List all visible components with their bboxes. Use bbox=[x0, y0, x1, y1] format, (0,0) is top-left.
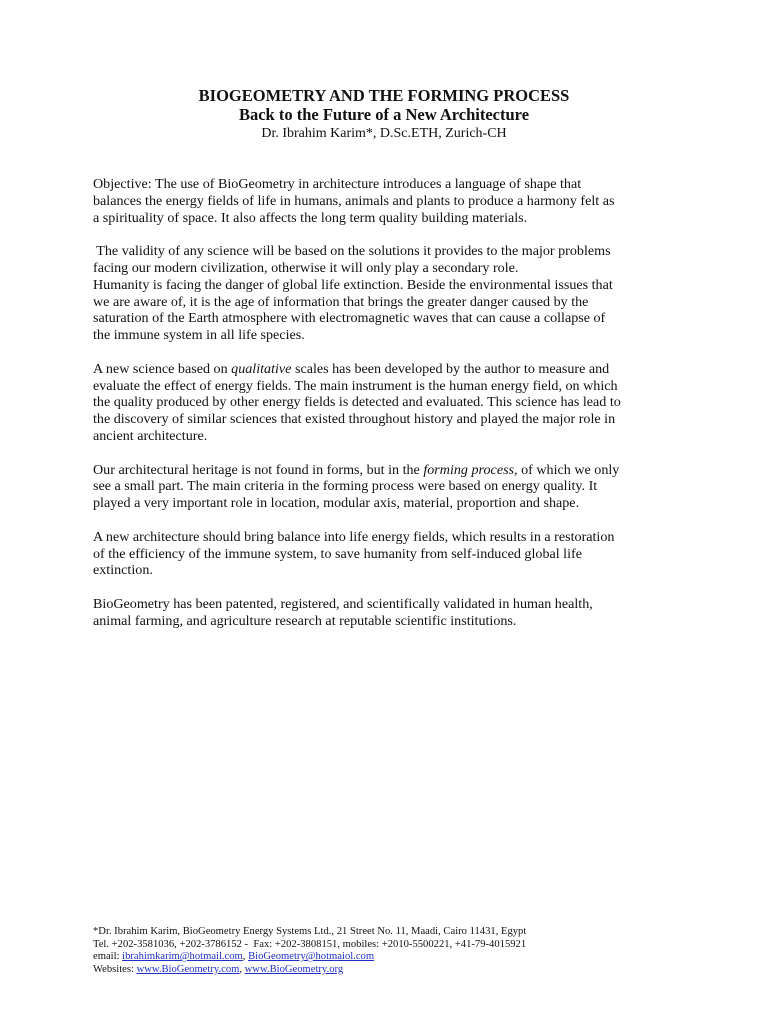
document-header bbox=[0, 86, 768, 143]
text-line: animal farming, and agriculture research at reputable scientific institutions. bbox=[93, 612, 517, 629]
emphasis-forming-process: forming process bbox=[423, 461, 515, 478]
document-body bbox=[93, 176, 693, 646]
text-line: BioGeometry has been patented, registered, and scientifically validated in human health, bbox=[93, 595, 593, 612]
paragraph-new-science bbox=[93, 361, 693, 445]
text-line: see a small part. The main criteria in the forming process were based on energy quality. It bbox=[93, 478, 598, 495]
paragraph-patented bbox=[93, 596, 693, 630]
text-line: we are aware of, it is the age of information that brings the greater danger caused by the bbox=[93, 293, 589, 310]
text-run: A new science based on bbox=[93, 360, 232, 377]
text-line: balances the energy fields of life in humans, animals and plants to produce a harmony felt as bbox=[93, 192, 615, 209]
text-line: a spirituality of space. It also affects the long term quality building materials. bbox=[93, 209, 528, 226]
text-line: of the efficiency of the immune system, to save humanity from self-induced global life bbox=[93, 545, 582, 562]
text-line: saturation of the Earth atmosphere with electromagnetic waves that can cause a collapse of bbox=[93, 310, 606, 327]
document-subtitle: Back to the Future of a New Architecture bbox=[238, 105, 530, 124]
footnote-websites-line bbox=[93, 964, 713, 977]
footnote-email-line bbox=[93, 951, 713, 964]
text-run: , of which we only bbox=[514, 461, 620, 478]
email-link-secondary[interactable]: BioGeometry@hotmaiol.com bbox=[248, 951, 375, 963]
text-line: evaluate the effect of energy fields. The main instrument is the human energy field, on which bbox=[93, 377, 618, 394]
email-link-primary[interactable]: ibrahimkarim@hotmail.com bbox=[122, 951, 243, 963]
footnote-phones: Tel. +202-3581036, +202-3786152 - Fax: +202-3808151, mobiles: +2010-5500221, +41-79-4015921 bbox=[93, 938, 527, 950]
text-line: Humanity is facing the danger of global life extinction. Beside the environmental issues that bbox=[93, 276, 613, 293]
website-separator: , bbox=[239, 963, 245, 975]
paragraph-objective bbox=[93, 176, 693, 226]
paragraph-humanity bbox=[93, 277, 693, 344]
text-line: the quality produced by other energy fields is detected and evaluated. This science has lead to bbox=[93, 394, 621, 411]
document-title: BIOGEOMETRY AND THE FORMING PROCESS bbox=[198, 86, 570, 105]
text-run: Our architectural heritage is not found in forms, but in the bbox=[93, 461, 424, 478]
paragraph-new-architecture bbox=[93, 529, 693, 579]
text-line: the discovery of similar sciences that existed throughout history and played the major role in bbox=[93, 411, 616, 428]
website-link-org[interactable]: www.BioGeometry.org bbox=[244, 963, 344, 975]
text-line: ancient architecture. bbox=[93, 427, 208, 444]
text-run: scales has been developed by the author to measure and bbox=[291, 360, 610, 377]
email-separator: , bbox=[242, 951, 249, 963]
text-line: A new architecture should bring balance into life energy fields, which results in a restoration bbox=[93, 528, 615, 545]
websites-label: Websites: bbox=[93, 963, 137, 975]
footnote bbox=[93, 926, 713, 976]
footnote-address: *Dr. Ibrahim Karim, BioGeometry Energy Systems Ltd., 21 Street No. 11, Maadi, Cairo 11431, Egypt bbox=[93, 926, 527, 937]
emphasis-qualitative: qualitative bbox=[231, 360, 292, 377]
author-line: Dr. Ibrahim Karim*, D.Sc.ETH, Zurich-CH bbox=[261, 126, 507, 141]
text-line bbox=[93, 462, 693, 479]
text-line: extinction. bbox=[93, 562, 153, 579]
website-link-com[interactable]: www.BioGeometry.com bbox=[136, 963, 240, 975]
paragraph-validity bbox=[93, 243, 693, 277]
text-line: played a very important role in location, modular axis, material, proportion and shape. bbox=[93, 495, 580, 512]
text-line: facing our modern civilization, otherwise it will only play a secondary role. bbox=[93, 259, 519, 276]
email-label: email: bbox=[93, 951, 123, 963]
text-line: The validity of any science will be based on the solutions it provides to the major problems bbox=[93, 243, 611, 260]
paragraph-heritage bbox=[93, 462, 693, 512]
text-line bbox=[93, 361, 693, 378]
text-line: the immune system in all life species. bbox=[93, 327, 305, 344]
text-line: Objective: The use of BioGeometry in architecture introduces a language of shape that bbox=[93, 176, 582, 192]
